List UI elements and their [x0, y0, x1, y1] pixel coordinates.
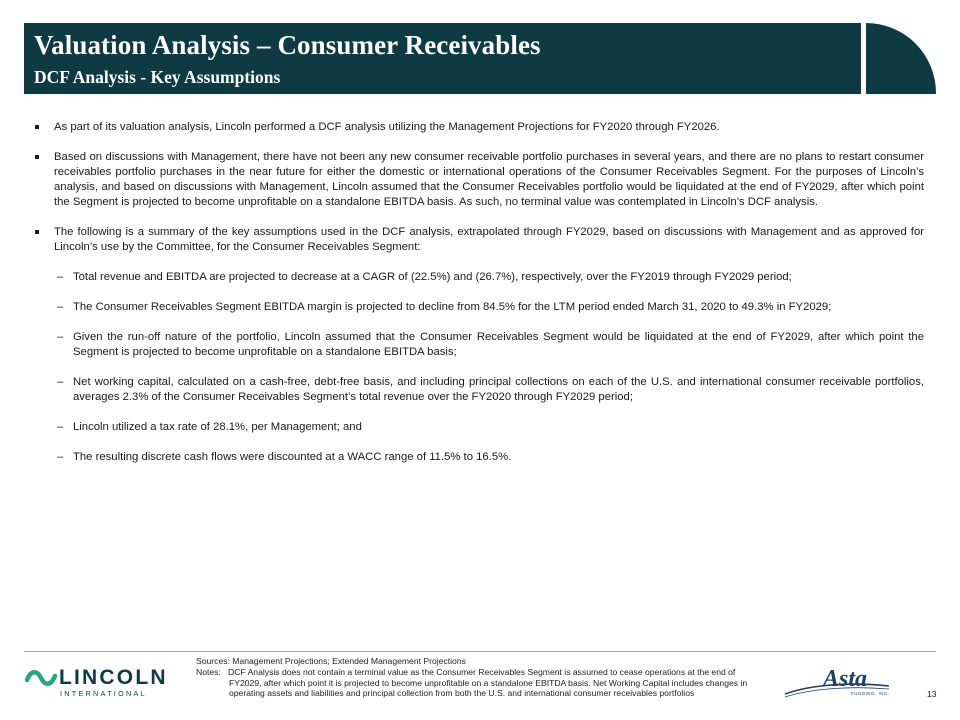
dash-bullet-icon: –	[57, 421, 64, 433]
asta-logo	[783, 664, 893, 704]
page-number: 13	[927, 689, 937, 699]
dash-bullet-icon: –	[57, 331, 64, 343]
lincoln-wave-icon	[25, 668, 57, 688]
sub-bullet-text: Lincoln utilized a tax rate of 28.1%, per Management; and	[73, 421, 362, 433]
page-title: Valuation Analysis – Consumer Receivables	[34, 30, 541, 60]
dash-bullet-icon: –	[57, 451, 64, 463]
notes-label: Notes:	[196, 667, 221, 677]
dash-bullet-icon: –	[57, 271, 64, 283]
sub-bullet-item	[34, 450, 924, 465]
bullet-item	[34, 150, 924, 210]
bullet-item	[34, 225, 924, 255]
sub-bullet-text: Net working capital, calculated on a cash-free, debt-free basis, and including principal collections on each of the U.S. and international consumer receivable portfolios, averages 2.3% of the Consumer Receivables Segment’s total revenue over the FY2020 through FY2029 period;	[73, 376, 924, 403]
sub-bullet-item	[34, 270, 924, 285]
dash-bullet-icon: –	[57, 301, 64, 313]
main-content	[34, 120, 924, 480]
sub-bullet-item	[34, 330, 924, 360]
sub-bullet-text: The resulting discrete cash flows were discounted at a WACC range of 11.5% to 16.5%.	[73, 451, 512, 463]
page-subtitle: DCF Analysis - Key Assumptions	[34, 67, 281, 87]
square-bullet-icon	[35, 155, 39, 159]
corner-decoration	[866, 23, 936, 94]
square-bullet-icon	[35, 125, 39, 129]
asta-subtitle: FUNDING, INC.	[851, 691, 890, 696]
lincoln-subtitle: INTERNATIONAL	[60, 689, 147, 698]
sub-bullet-text: Given the run-off nature of the portfolio, Lincoln assumed that the Consumer Receivables Segment would be liquidated at the end of FY2029, after which point the Segment is projected to become unprofitable on a standalone EBITDA basis;	[73, 331, 924, 358]
footer-sources: Sources: Management Projections; Extended Management Projections	[196, 656, 466, 666]
dash-bullet-icon: –	[57, 376, 64, 388]
sub-bullet-item	[34, 300, 924, 315]
sub-bullet-item	[34, 420, 924, 435]
sub-bullet-item	[34, 375, 924, 405]
asta-wordmark: Asta	[823, 666, 868, 692]
notes-text: DCF Analysis does not contain a terminal value as the Consumer Receivables Segment is assumed to cease operations at the end of FY2029, after which point it is projected to become unprofitable on a standalone EBITDA basis. Net Working Capital includes changes in operating assets and liabilities and principal collection from both the U.S. and international consumer receivables portfolios	[228, 667, 748, 698]
lincoln-logo	[25, 667, 175, 701]
title-banner	[24, 23, 861, 94]
footer-notes	[196, 667, 756, 699]
bullet-item	[34, 120, 924, 135]
bullet-text: As part of its valuation analysis, Lincoln performed a DCF analysis utilizing the Management Projections for FY2020 through FY2026.	[54, 121, 720, 133]
bullet-text: The following is a summary of the key assumptions used in the DCF analysis, extrapolated through FY2029, based on discussions with Management and as approved for Lincoln’s use by the Committee, for the Consumer Receivables Segment:	[54, 226, 924, 253]
footer-divider	[24, 651, 936, 652]
sub-bullet-text: Total revenue and EBITDA are projected to decrease at a CAGR of (22.5%) and (26.7%), respectively, over the FY2019 through FY2029 period;	[73, 271, 792, 283]
lincoln-wordmark: LINCOLN	[59, 666, 168, 689]
square-bullet-icon	[35, 230, 39, 234]
bullet-text: Based on discussions with Management, there have not been any new consumer receivable portfolio purchases in several years, and there are no plans to restart consumer receivables portfolio purchases in the near future for either the domestic or international operations of the Consumer Receivables Segment. For the purposes of Lincoln’s analysis, and based on discussions with Management, Lincoln assumed that the Consumer Receivables portfolio would be liquidated at the end of FY2029, after which point the Segment is projected to become unprofitable on a standalone EBITDA basis. As such, no terminal value was contemplated in Lincoln’s DCF analysis.	[54, 151, 924, 208]
sub-bullet-text: The Consumer Receivables Segment EBITDA margin is projected to decline from 84.5% for the LTM period ended March 31, 2020 to 49.3% in FY2029;	[73, 301, 832, 313]
